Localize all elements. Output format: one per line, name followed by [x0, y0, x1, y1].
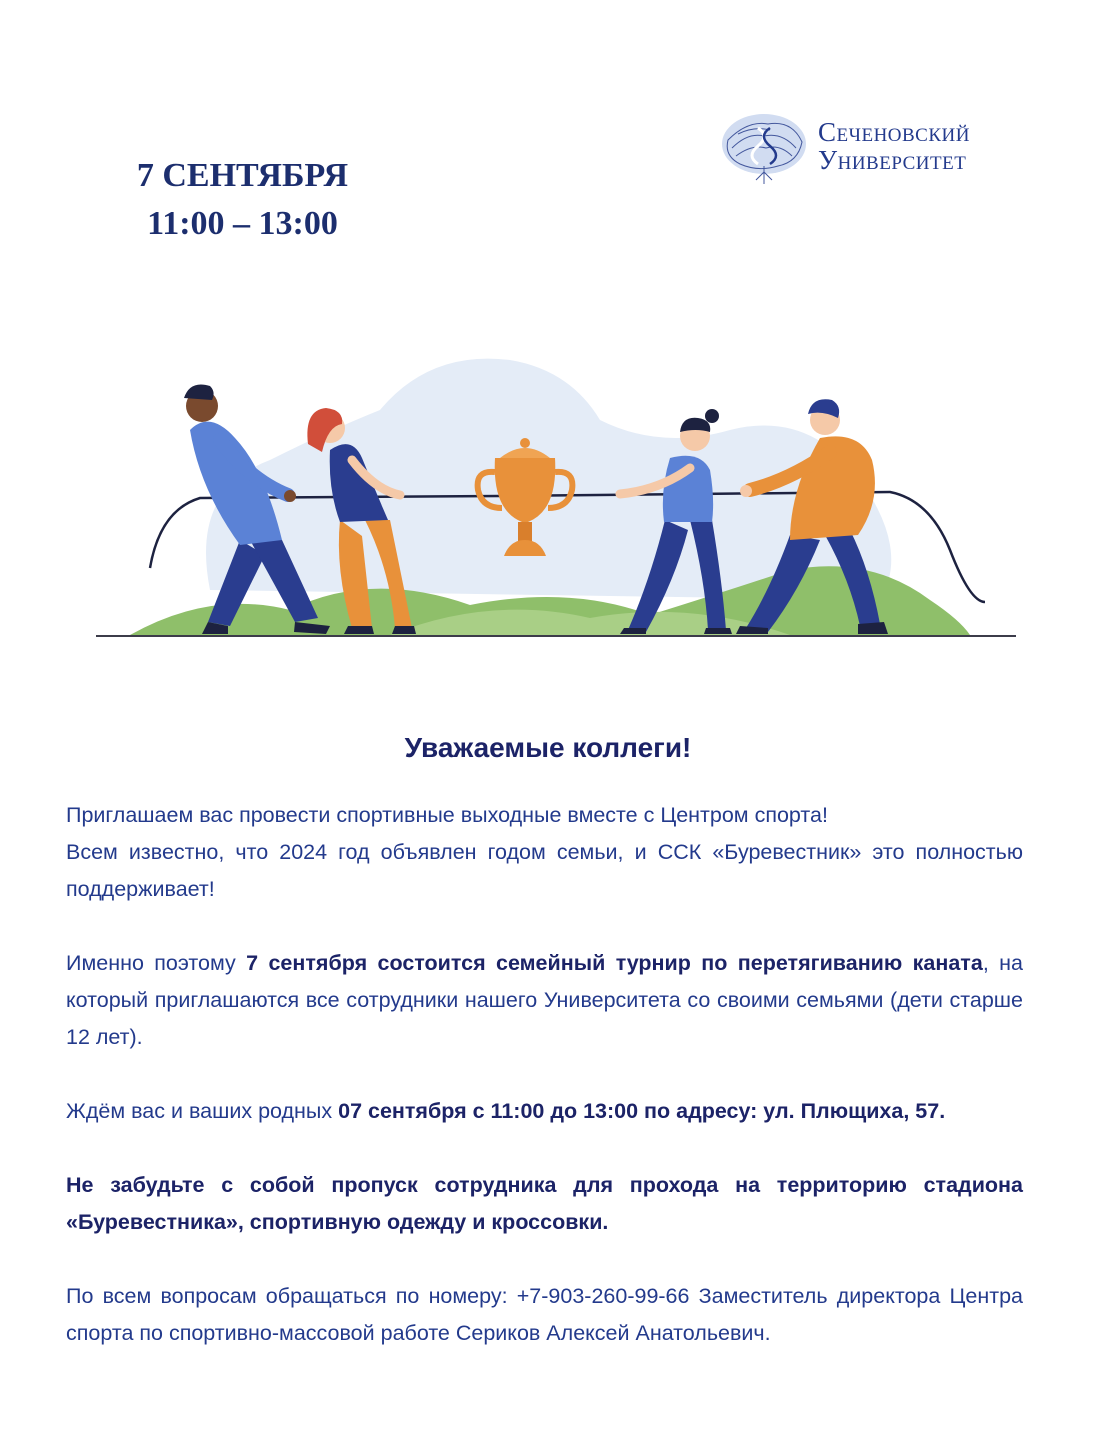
greeting-heading: Уважаемые коллеги! [404, 732, 692, 763]
paragraph-1-line-1: Приглашаем вас провести спортивные выходные вместе с Центром спорта! [66, 803, 828, 827]
logo-line-2: Университет [818, 145, 967, 175]
paragraph-5-contact: По всем вопросам обращаться по номеру: +7-903-260-99-66 Заместитель директора Центра спорта по спортивно-массовой работе Сериков Алексей Анатольевич. [66, 1284, 1023, 1345]
logo-wordmark [818, 118, 970, 174]
event-date-block [120, 152, 365, 248]
paragraph-3-bold: 07 сентября с 11:00 до 13:00 по адресу: ул. Плющиха, 57. [338, 1099, 946, 1123]
paragraph-4-reminder: Не забудьте с собой пропуск сотрудника для прохода на территорию стадиона «Буревестника», спортивную одежду и кроссовки. [66, 1173, 1023, 1234]
paragraph-2-bold: 7 сентября состоится семейный турнир по перетягиванию каната [246, 951, 983, 975]
event-date: 7 СЕНТЯБРЯ [136, 157, 349, 194]
logo-line-1: Сеченовский [818, 117, 970, 147]
tug-of-war-illustration [90, 340, 1020, 650]
tree-dna-icon [718, 110, 810, 188]
paragraph-2 [66, 945, 1023, 1056]
paragraph-2-start: Именно поэтому [66, 951, 247, 975]
university-logo [718, 110, 1018, 188]
paragraph-2-end: , на который приглашаются все сотрудники нашего Университета со своими семьями (дети старше 12 лет). [66, 951, 1024, 1049]
paragraph-3 [66, 1093, 1023, 1130]
event-time: 11:00 – 13:00 [147, 205, 338, 242]
invitation-body [66, 797, 1023, 1352]
paragraph-1-line-2: Всем известно, что 2024 год объявлен годом семьи, и ССК «Буревестник» это полностью поддерживает! [66, 840, 1023, 901]
paragraph-3-start: Ждём вас и ваших родных [66, 1099, 339, 1123]
